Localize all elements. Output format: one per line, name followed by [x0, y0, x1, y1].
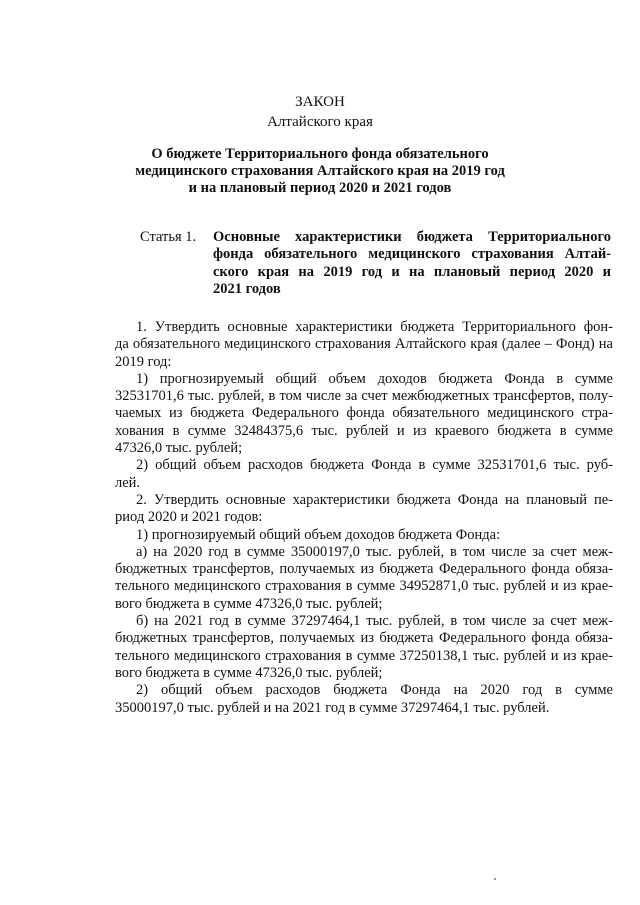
body-line: 2) общий объем расходов бюджета Фонда в сумме 32531701,6 тыс. руб- [136, 457, 613, 474]
body-line: чаемых из бюджета Федерального фонда обязательного медицинского стра- [115, 405, 613, 422]
body-line: 2. Утвердить основные характеристики бюджета Фонда на плановый пе- [136, 491, 613, 508]
body-line: 1. Утвердить основные характеристики бюджета Территориального фон- [136, 319, 613, 335]
body-line: 2) общий объем расходов бюджета Фонда на 2020 год в сумме [136, 682, 613, 699]
law-name [0, 146, 640, 197]
body-line: вого бюджета в сумме 47326,0 тыс. рублей; [115, 595, 383, 612]
body-line: а) на 2020 год в сумме 35000197,0 тыс. рублей, в том числе за счет меж- [136, 543, 613, 560]
body-line: б) на 2021 год в сумме 37297464,1 тыс. рублей, в том числе за счет меж- [136, 613, 613, 630]
law-region: Алтайского края [267, 114, 373, 130]
law-name-line: медицинского страхования Алтайского края на 2019 год [135, 163, 505, 179]
law-title: ЗАКОН [295, 94, 345, 110]
body-line: 47326,0 тыс. рублей; [115, 440, 243, 457]
scan-speck [494, 878, 496, 880]
law-name-line: и на плановый период 2020 и 2021 годов [188, 180, 452, 196]
body-line: 35000197,0 тыс. рублей и на 2021 год в сумме 37297464,1 тыс. рублей. [115, 699, 550, 716]
body-line: 2019 год: [115, 353, 172, 370]
body-line: 32531701,6 тыс. рублей, в том числе за счет межбюджетных трансфертов, полу- [115, 388, 613, 405]
article-heading-line: ского края на 2019 год и на плановый период 2020 и [213, 263, 611, 280]
body-line: лей. [115, 474, 141, 491]
body-line: 1) прогнозируемый общий объем доходов бюджета Фонда: [136, 526, 501, 543]
body-line: 1) прогнозируемый общий объем доходов бюджета Фонда в сумме [136, 370, 613, 387]
article-heading-line: фонда обязательного медицинского страхования Алтай- [213, 246, 611, 263]
body-line: бюджетных трансфертов, получаемых из бюджета Федерального фонда обяза- [115, 561, 613, 578]
article-label: Статья 1. [140, 229, 197, 245]
article-body [115, 319, 613, 717]
body-line: вого бюджета в сумме 47326,0 тыс. рублей; [115, 664, 383, 681]
body-line: да обязательного медицинского страхования Алтайского края (далее – Фонд) на [115, 336, 613, 353]
body-line: тельного медицинского страхования в сумме 34952871,0 тыс. рублей и из крае- [115, 578, 613, 595]
law-name-line: О бюджете Территориального фонда обязательного [151, 146, 489, 162]
body-line: риод 2020 и 2021 годов: [115, 509, 263, 526]
article-heading-line: Основные характеристики бюджета Территориального [213, 229, 611, 245]
body-line: тельного медицинского страхования в сумме 37250138,1 тыс. рублей и из крае- [115, 647, 613, 664]
article-heading-line: 2021 годов [213, 280, 281, 297]
article-heading [213, 229, 611, 298]
body-line: хования в сумме 32484375,6 тыс. рублей и из краевого бюджета в сумме [115, 422, 613, 439]
body-line: бюджетных трансфертов, получаемых из бюджета Федерального фонда обяза- [115, 630, 613, 647]
